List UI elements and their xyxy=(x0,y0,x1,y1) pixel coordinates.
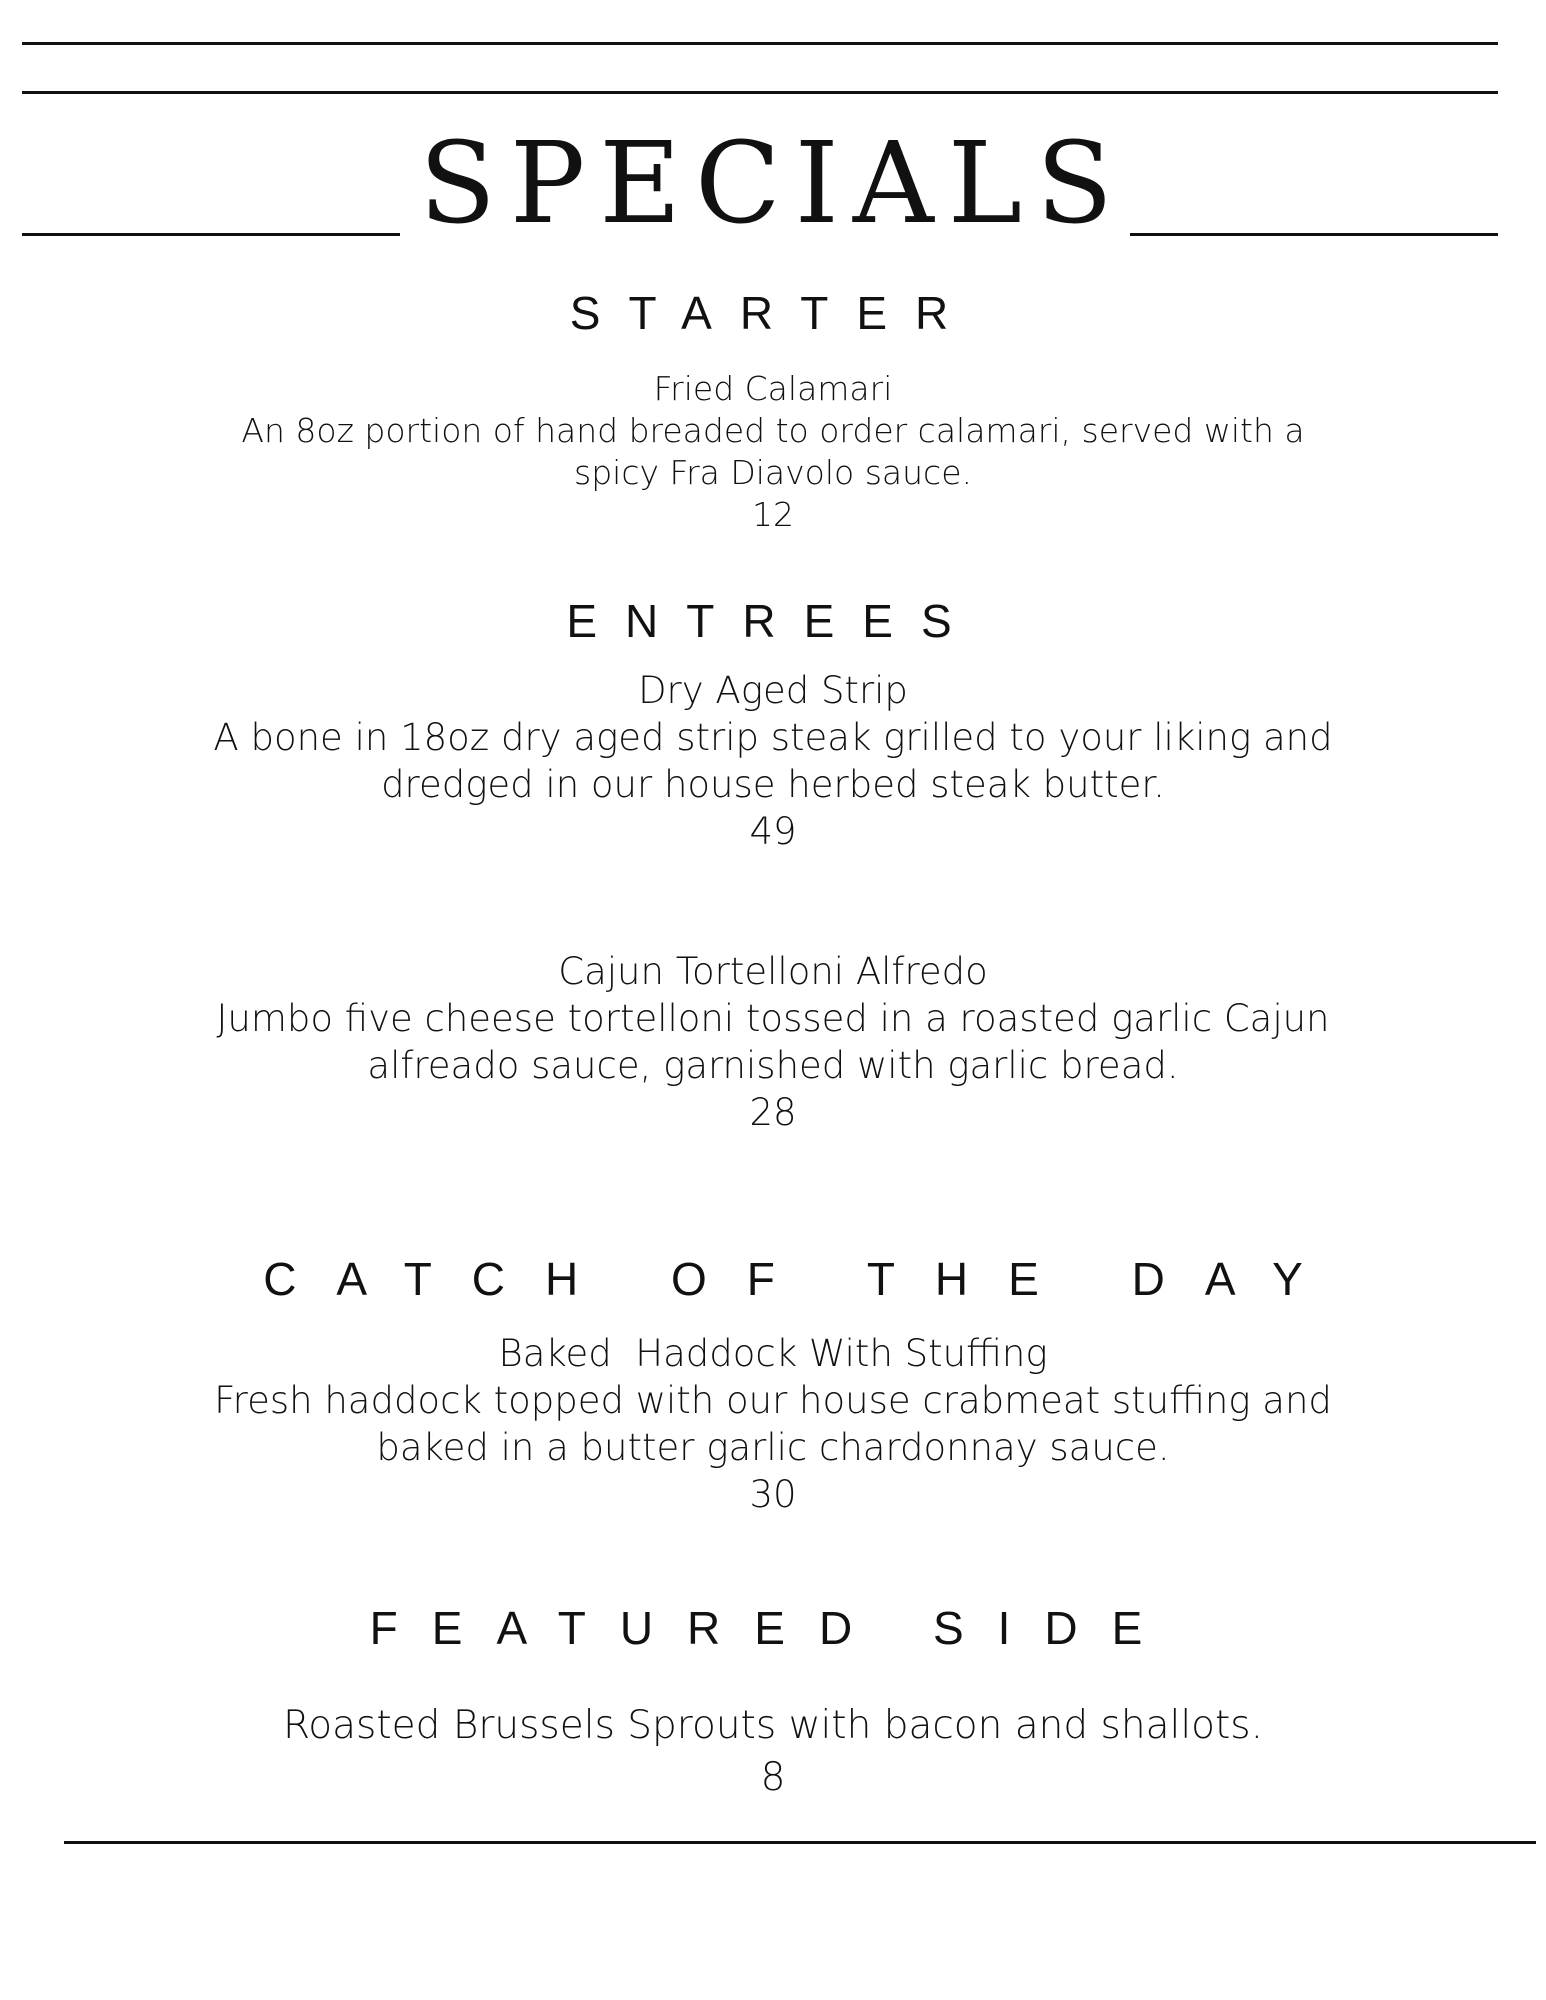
item-description-line-1: A bone in 18oz dry aged strip steak grilled to your liking and xyxy=(213,716,1333,759)
item-name: Dry Aged Strip xyxy=(638,669,908,712)
menu-item-cajun-tortelloni xyxy=(180,948,1366,1136)
menu-item-dry-aged-strip xyxy=(180,667,1366,855)
item-description-line-1: Fresh haddock topped with our house crabmeat stuffing and xyxy=(214,1379,1332,1422)
bottom-rule xyxy=(64,1841,1536,1844)
item-description-line-1: An 8oz portion of hand breaded to order calamari, served with a xyxy=(241,411,1305,450)
page-title: SPECIALS xyxy=(419,119,1127,249)
section-heading-starter: STARTER xyxy=(569,287,977,339)
item-price: 49 xyxy=(749,810,797,853)
item-description-line-1: Jumbo five cheese tortelloni tossed in a roasted garlic Cajun xyxy=(216,997,1330,1040)
item-description-line-2: alfreado sauce, garnished with garlic bread. xyxy=(367,1044,1179,1087)
top-rule-1 xyxy=(22,42,1498,45)
menu-item-fried-calamari xyxy=(180,368,1366,536)
item-description: Roasted Brussels Sprouts with bacon and shallots. xyxy=(282,1703,1264,1748)
section-heading-featured-side: FEATURED SIDE xyxy=(369,1602,1177,1654)
item-price: 30 xyxy=(749,1473,797,1516)
item-name: Fried Calamari xyxy=(653,369,893,408)
item-description-line-2: baked in a butter garlic chardonnay sauce. xyxy=(376,1426,1170,1469)
item-price: 28 xyxy=(749,1091,797,1134)
item-description-line-2: dredged in our house herbed steak butter. xyxy=(381,763,1165,806)
item-description-line-2: spicy Fra Diavolo sauce. xyxy=(574,453,972,492)
menu-item-baked-haddock xyxy=(180,1330,1366,1518)
item-name: Cajun Tortelloni Alfredo xyxy=(558,950,988,993)
section-heading-catch-of-the-day: CATCH OF THE DAY xyxy=(263,1253,1343,1305)
item-price: 8 xyxy=(760,1755,786,1800)
item-price: 12 xyxy=(752,495,794,534)
menu-item-brussels-sprouts xyxy=(180,1700,1366,1804)
top-rule-2 xyxy=(22,91,1498,94)
item-name: Baked Haddock With Stuffing xyxy=(498,1332,1048,1375)
section-heading-entrees: ENTREES xyxy=(566,595,980,647)
